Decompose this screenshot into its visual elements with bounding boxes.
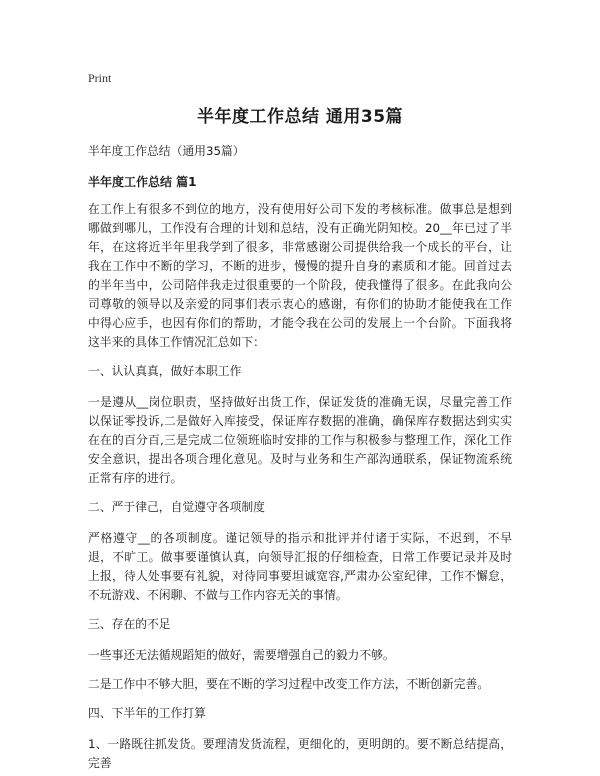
paragraph-one: 一是遵从__岗位职责，坚持做好出货工作，保证发货的准确无误，尽量完善工作以保证零投诉,二是做好入库接受，保证库存数据的准确，确保库存数据达到实实在在的百分百,三是完成二位领班临时安排的工作与积极参与整理工作，深化工作安全意识，提出各项合理化意见。及时与业务和生产部沟通联系，保证物流系统正常有序的进行。	[88, 395, 512, 485]
heading-two: 二、严于律己，自觉遵守各项制度	[88, 500, 265, 514]
heading-three: 三、存在的不足	[88, 617, 171, 631]
heading-one: 一、认认真真，做好本职工作	[88, 364, 242, 378]
paragraph-three-b: 二是工作中不够大胆，要在不断的学习过程中改变工作方法，不断创新完善。	[88, 677, 490, 691]
heading-four: 四、下半年的工作打算	[88, 706, 206, 720]
document-subtitle: 半年度工作总结（通用35篇）	[88, 144, 245, 158]
section-heading: 半年度工作总结 篇1	[88, 175, 197, 189]
paragraph-four: 1、一路既往抓发货。要理清发货流程，更细化的，更明朗的。要不断总结提高，完善	[88, 737, 512, 770]
paragraph-three-a: 一些事还无法循规蹈矩的做好，需要增强自己的毅力不够。	[88, 648, 395, 662]
document-title: 半年度工作总结 通用35篇	[196, 107, 404, 127]
print-label: Print	[88, 71, 112, 85]
intro-paragraph: 在工作上有很多不到位的地方，没有使用好公司下发的考核标准。做事总是想到哪做到哪儿，工作没有合理的计划和总结，没有正确光阴知校。20__年已过了半年，在这将近半年里我学到了很多，非常感谢公司提供给我一个成长的平台，让我在工作中不断的学习，不断的进步，慢慢的提升自身的素质和才能。回首过去的半年当中，公司陪伴我走过很重要的一个阶段，使我懂得了很多。在此我向公司尊敬的领导以及亲爱的同事们表示衷心的感谢，有你们的协助才能使我在工作中得心应手，也因有你们的帮助，才能令我在公司的发展上一个台阶。下面我将这半来的具体工作情况汇总如下：	[88, 202, 512, 349]
paragraph-two: 严格遵守__的各项制度。谨记领导的指示和批评并付诸于实际，不迟到，不早退，不旷工。做事要谨慎认真，向领导汇报的仔细检查，日常工作要记录并及时上报，待人处事要有礼貌，对待同事要坦诚宽容,严肃办公室纪律，工作不懈怠，不玩游戏、不闲聊、不做与工作内容无关的事情。	[88, 531, 512, 602]
